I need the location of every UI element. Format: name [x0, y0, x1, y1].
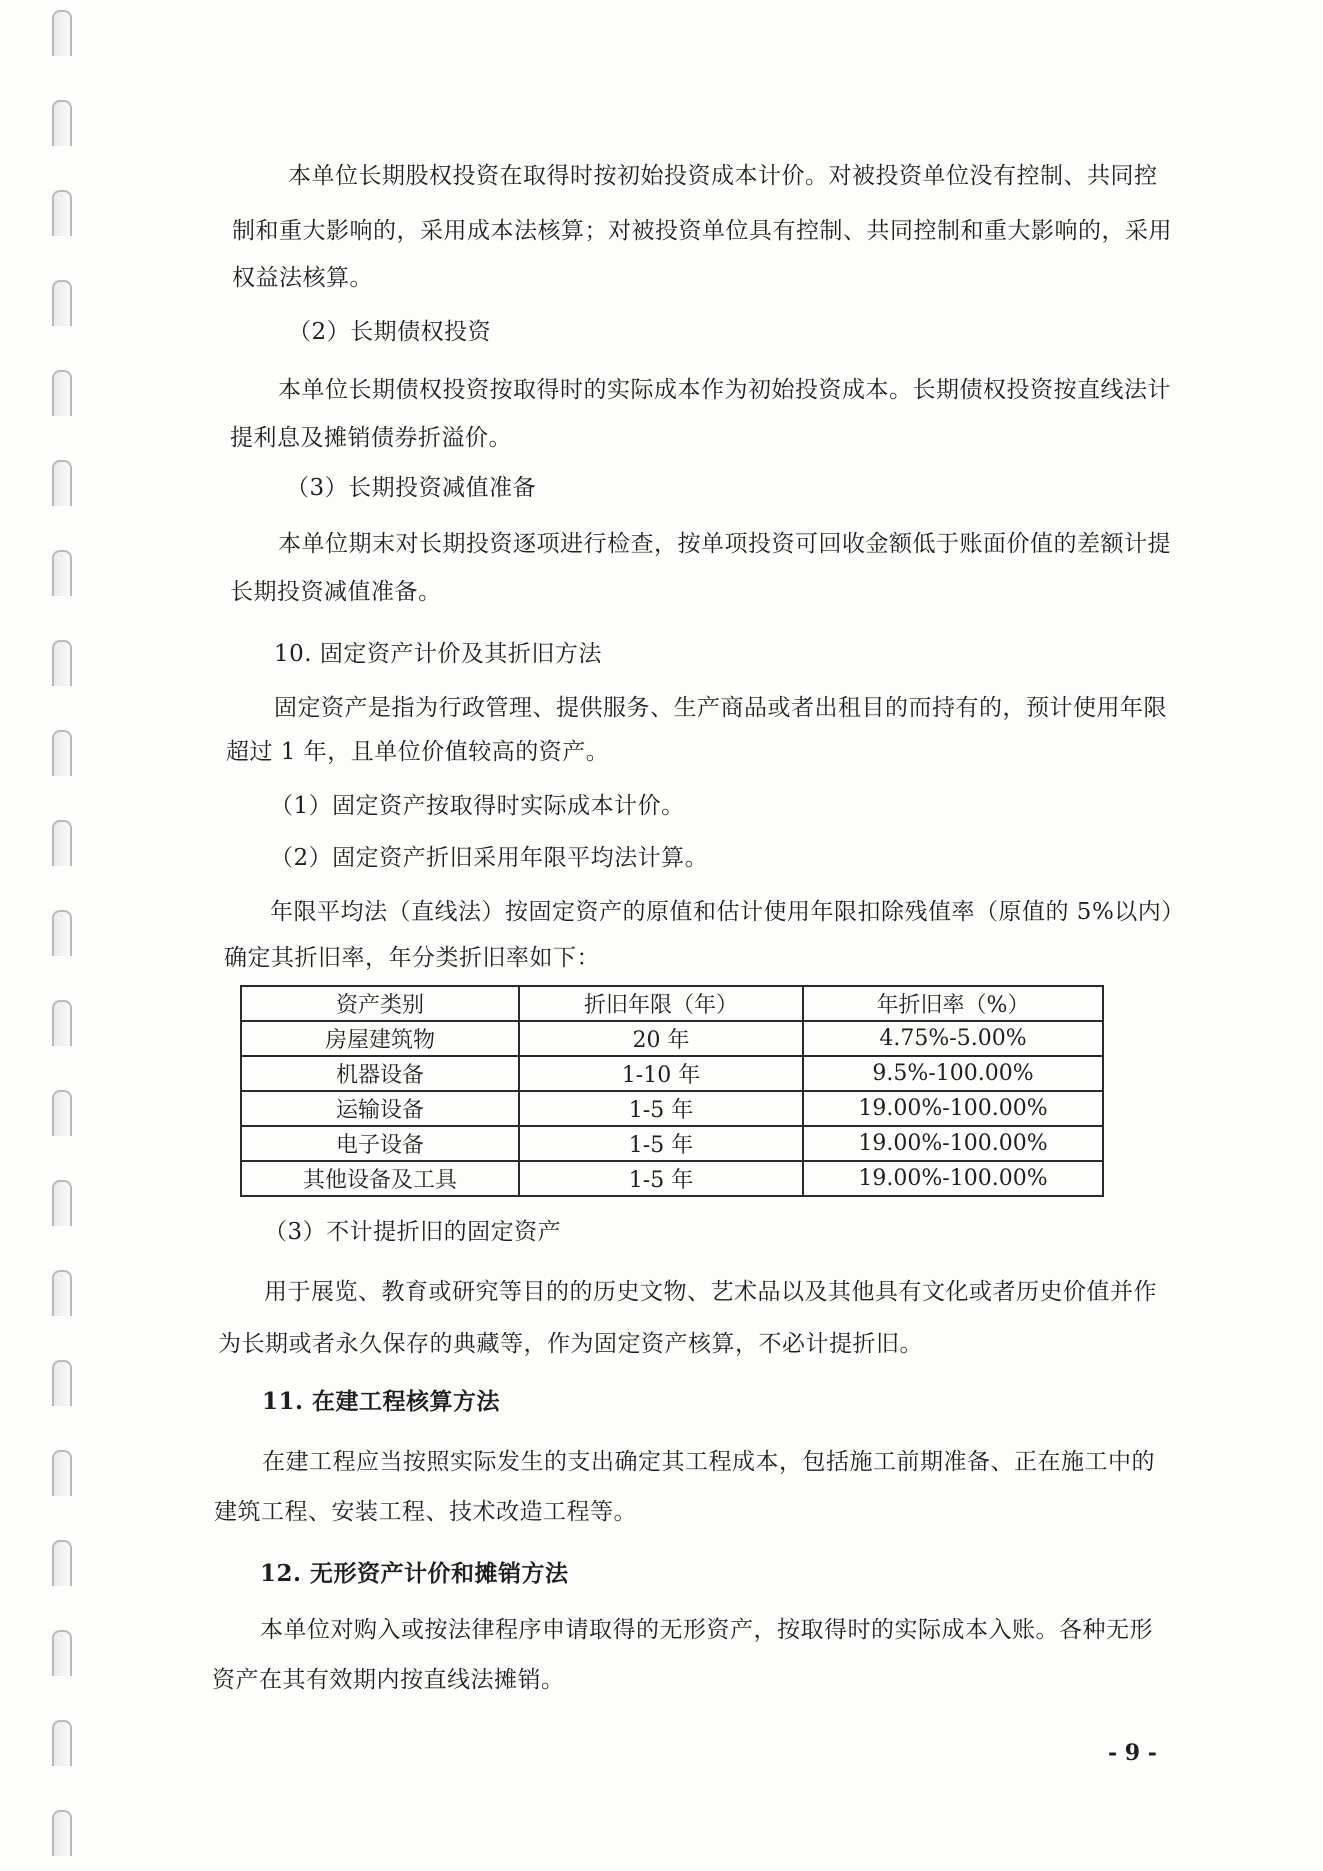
table-cell: 19.00%-100.00%: [803, 1161, 1103, 1196]
paragraph-line: 超过 1 年，且单位价值较高的资产。: [226, 739, 610, 765]
table-cell: 1-10 年: [519, 1056, 803, 1091]
binding-hole: [52, 460, 72, 506]
binding-hole: [52, 1360, 72, 1406]
table-cell: 运输设备: [241, 1091, 519, 1126]
binding-hole: [52, 550, 72, 596]
table-cell: 房屋建筑物: [241, 1021, 519, 1056]
table-cell: 4.75%-5.00%: [803, 1021, 1103, 1056]
section-heading: （3）长期投资减值准备: [286, 475, 537, 501]
paragraph-line: 在建工程应当按照实际发生的支出确定其工程成本，包括施工前期准备、正在施工中的: [262, 1449, 1155, 1475]
paragraph-line: 本单位对购入或按法律程序申请取得的无形资产，按取得时的实际成本入账。各种无形: [260, 1617, 1153, 1643]
table-cell: 19.00%-100.00%: [803, 1091, 1103, 1126]
binding-hole: [52, 1450, 72, 1496]
paragraph-line: 确定其折旧率，年分类折旧率如下：: [224, 945, 600, 971]
binding-hole: [52, 730, 72, 776]
binding-hole: [52, 1720, 72, 1766]
table-cell: 1-5 年: [519, 1126, 803, 1161]
paragraph-line: 建筑工程、安装工程、技术改造工程等。: [214, 1499, 637, 1525]
binding-holes: [40, 0, 80, 1871]
binding-hole: [52, 1540, 72, 1586]
paragraph-line: 长期投资减值准备。: [230, 579, 442, 605]
binding-hole: [52, 1090, 72, 1136]
paragraph-line: 本单位长期债权投资按取得时的实际成本作为初始投资成本。长期债权投资按直线法计: [278, 377, 1171, 403]
table-cell: 1-5 年: [519, 1091, 803, 1126]
binding-hole: [52, 640, 72, 686]
table-header-cell: 资产类别: [241, 986, 519, 1021]
table-cell: 其他设备及工具: [241, 1161, 519, 1196]
page-number: - 9 -: [1108, 1740, 1157, 1766]
binding-hole: [52, 10, 72, 56]
paragraph-line: 制和重大影响的，采用成本法核算；对被投资单位具有控制、共同控制和重大影响的，采用: [232, 218, 1172, 244]
table-cell: 19.00%-100.00%: [803, 1126, 1103, 1161]
paragraph-line: 用于展览、教育或研究等目的的历史文物、艺术品以及其他具有文化或者历史价值并作: [264, 1279, 1157, 1305]
table-row: [241, 1161, 1103, 1196]
binding-hole: [52, 1000, 72, 1046]
section-heading: 11. 在建工程核算方法: [262, 1388, 501, 1415]
paragraph-line: 为长期或者永久保存的典藏等，作为固定资产核算，不必计提折旧。: [218, 1331, 923, 1357]
paragraph-line: 年限平均法（直线法）按固定资产的原值和估计使用年限扣除残值率（原值的 5%以内）: [270, 899, 1185, 925]
paragraph-line: 固定资产是指为行政管理、提供服务、生产商品或者出租目的而持有的，预计使用年限: [274, 695, 1167, 721]
binding-hole: [52, 370, 72, 416]
section-heading: （3）不计提折旧的固定资产: [264, 1219, 562, 1245]
table-cell: 9.5%-100.00%: [803, 1056, 1103, 1091]
binding-hole: [52, 190, 72, 236]
table-header-cell: 折旧年限（年）: [519, 986, 803, 1021]
paragraph-line: （2）固定资产折旧采用年限平均法计算。: [270, 845, 709, 871]
table-row: [241, 1126, 1103, 1161]
paragraph-line: 资产在其有效期内按直线法摊销。: [212, 1667, 565, 1693]
table-row: [241, 1091, 1103, 1126]
table-row: [241, 1056, 1103, 1091]
binding-hole: [52, 1810, 72, 1856]
paragraph-line: （1）固定资产按取得时实际成本计价。: [270, 793, 685, 819]
section-heading: 10. 固定资产计价及其折旧方法: [274, 641, 602, 667]
section-heading: （2）长期债权投资: [288, 319, 492, 345]
section-heading: 12. 无形资产计价和摊销方法: [260, 1560, 569, 1587]
table-cell: 20 年: [519, 1021, 803, 1056]
table-cell: 电子设备: [241, 1126, 519, 1161]
table-cell: 机器设备: [241, 1056, 519, 1091]
binding-hole: [52, 100, 72, 146]
table-row: [241, 1021, 1103, 1056]
binding-hole: [52, 1270, 72, 1316]
table-header-cell: 年折旧率（%）: [803, 986, 1103, 1021]
table-cell: 1-5 年: [519, 1161, 803, 1196]
binding-hole: [52, 1180, 72, 1226]
paragraph-line: 本单位长期股权投资在取得时按初始投资成本计价。对被投资单位没有控制、共同控: [288, 163, 1158, 189]
table-header-row: [241, 986, 1103, 1021]
binding-hole: [52, 910, 72, 956]
paragraph-line: 提利息及摊销债券折溢价。: [230, 425, 512, 451]
depreciation-table: [240, 985, 1104, 1197]
binding-hole: [52, 280, 72, 326]
binding-hole: [52, 1630, 72, 1676]
binding-hole: [52, 820, 72, 866]
paragraph-line: 本单位期末对长期投资逐项进行检查，按单项投资可回收金额低于账面价值的差额计提: [278, 531, 1171, 557]
paragraph-line: 权益法核算。: [232, 265, 373, 291]
